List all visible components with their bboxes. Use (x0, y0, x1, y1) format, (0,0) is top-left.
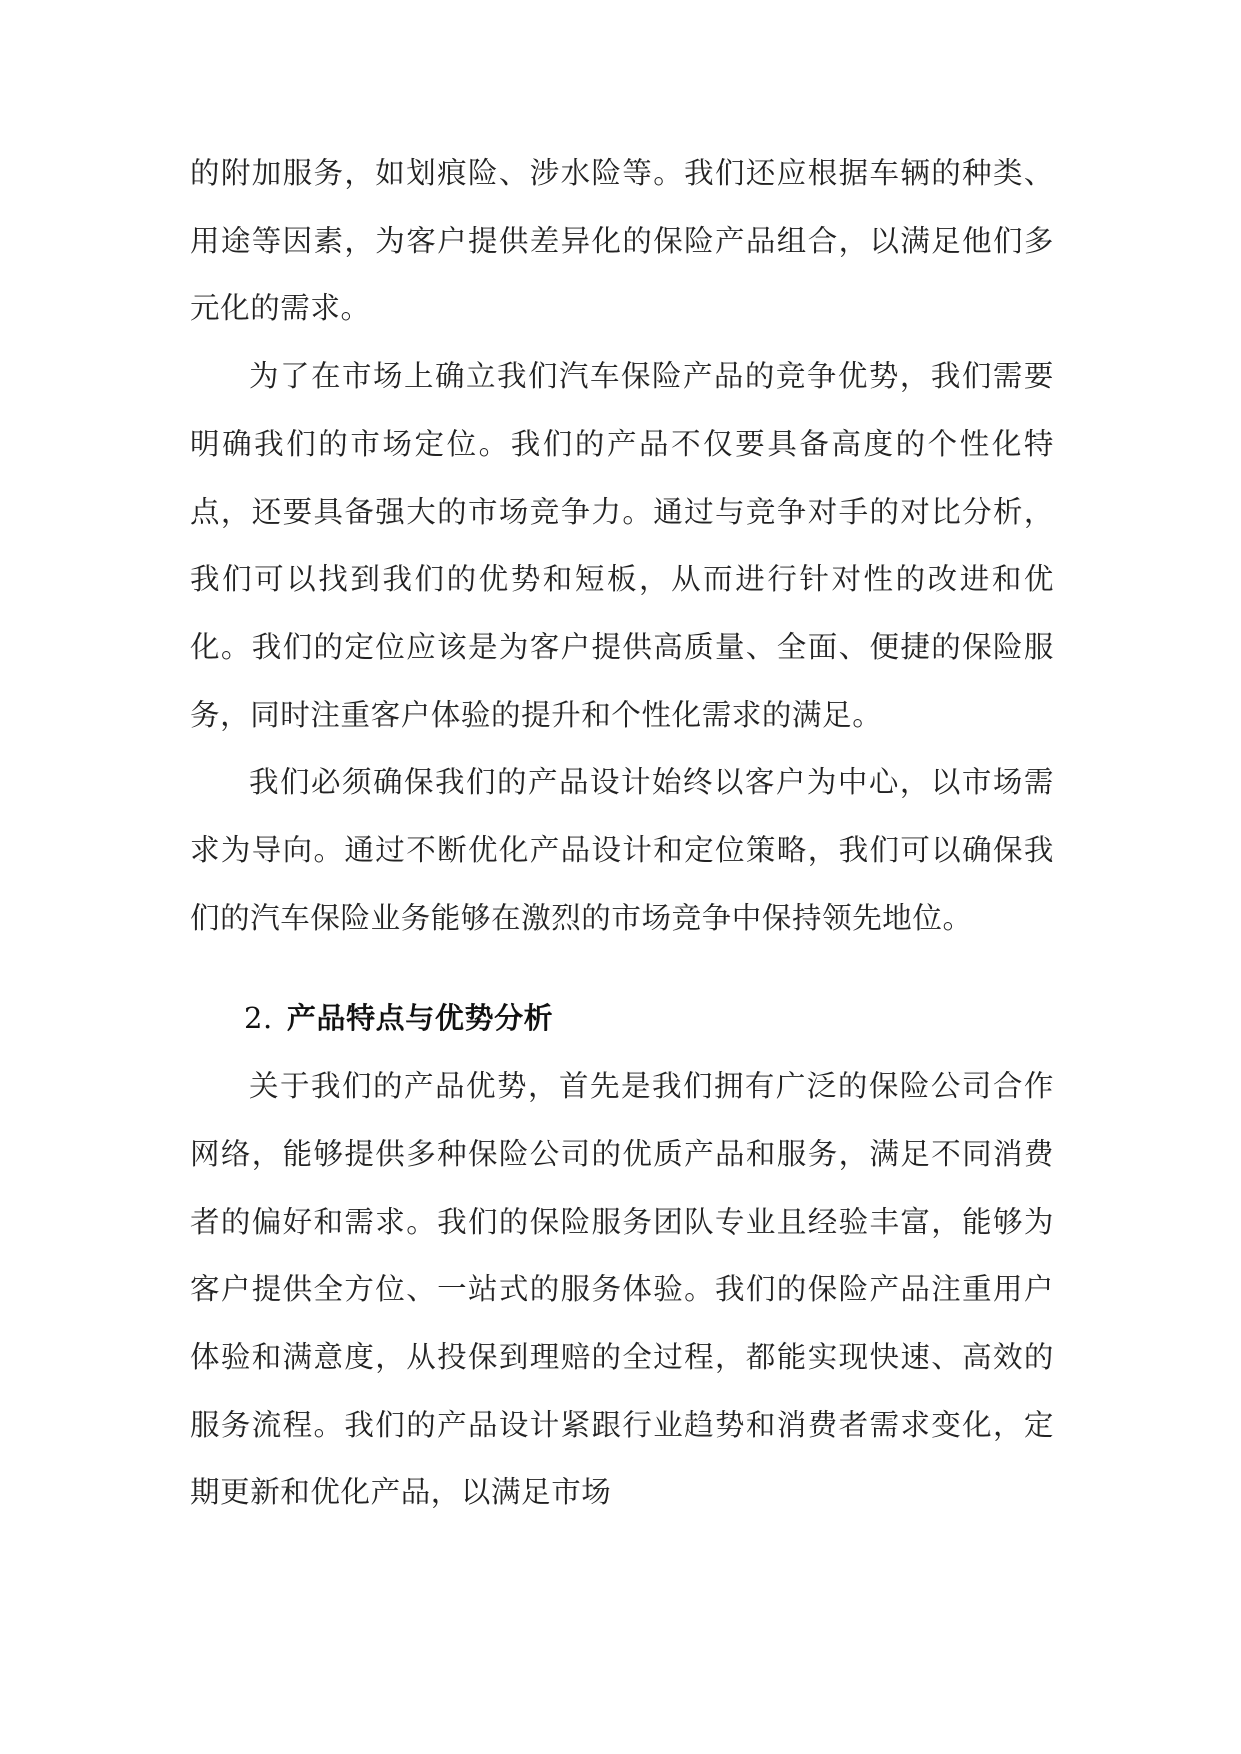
paragraph-customer-centered: 我们必须确保我们的产品设计始终以客户为中心，以市场需求为导向。通过不断优化产品设计和定位策略，我们可以确保我们的汽车保险业务能够在激烈的市场竞争中保持领先地位。 (190, 765, 1054, 935)
paragraph-continuation: 的附加服务，如划痕险、涉水险等。我们还应根据车辆的种类、用途等因素，为客户提供差异化的保险产品组合，以满足他们多元化的需求。 (190, 156, 1054, 326)
section-title: 产品特点与优势分析 (286, 1001, 554, 1036)
document-body (190, 140, 1054, 1527)
section-number: 2. (244, 1001, 273, 1036)
paragraph-product-advantages: 关于我们的产品优势，首先是我们拥有广泛的保险公司合作网络，能够提供多种保险公司的优质产品和服务，满足不同消费者的偏好和需求。我们的保险服务团队专业且经验丰富，能够为客户提供全方位、一站式的服务体验。我们的保险产品注重用户体验和满意度，从投保到理赔的全过程，都能实现快速、高效的服务流程。我们的产品设计紧跟行业趋势和消费者需求变化，定期更新和优化产品，以满足市场 (190, 1069, 1054, 1510)
section-heading (190, 985, 1054, 1053)
paragraph-market-positioning: 为了在市场上确立我们汽车保险产品的竞争优势，我们需要明确我们的市场定位。我们的产品不仅要具备高度的个性化特点，还要具备强大的市场竞争力。通过与竞争对手的对比分析，我们可以找到我们的优势和短板，从而进行针对性的改进和优化。我们的定位应该是为客户提供高质量、全面、便捷的保险服务，同时注重客户体验的提升和个性化需求的满足。 (190, 359, 1054, 732)
